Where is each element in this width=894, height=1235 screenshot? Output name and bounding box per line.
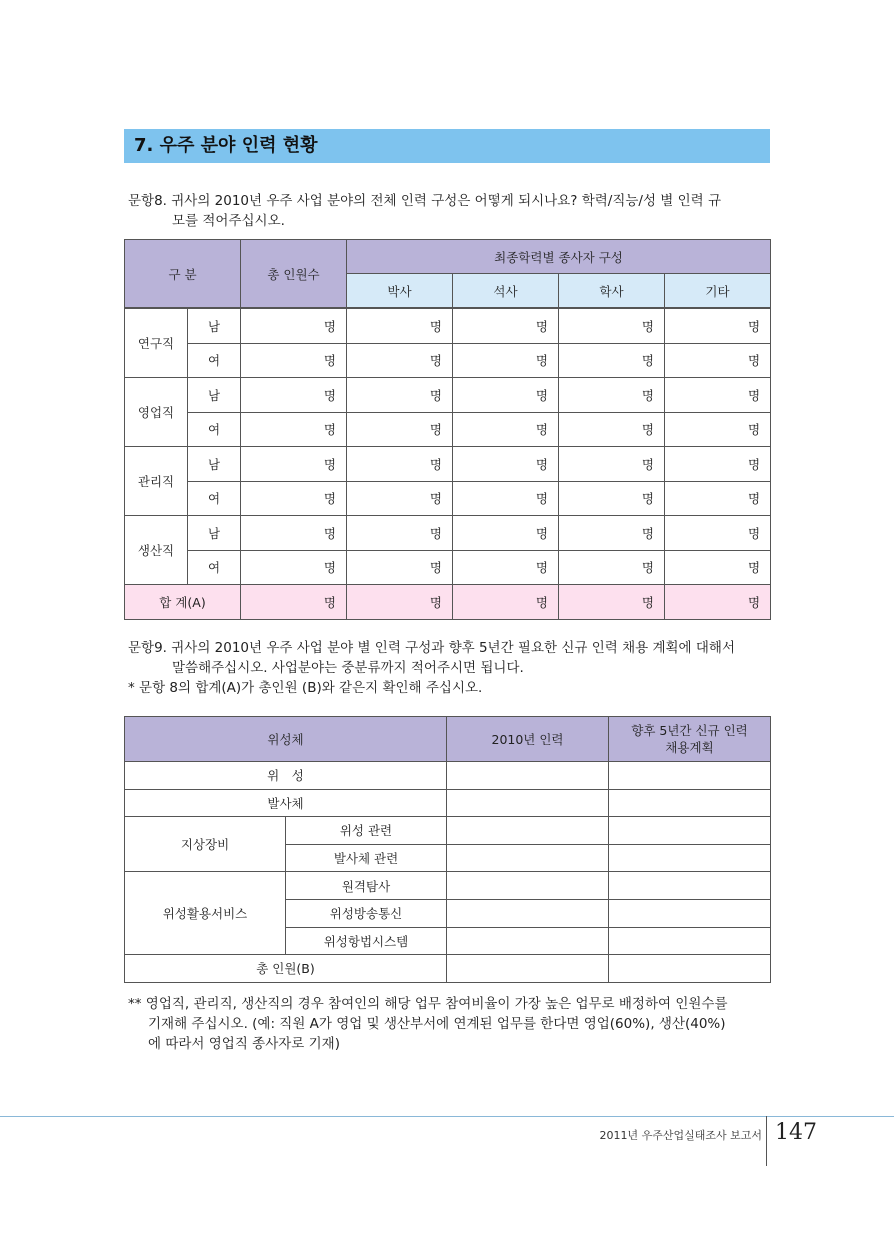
job-research: 연구직: [125, 309, 188, 378]
field-satellite-service: 위성활용서비스: [125, 872, 286, 955]
cell-other[interactable]: 명: [665, 481, 771, 516]
job-management: 관리직: [125, 447, 188, 516]
header-category: 구 분: [125, 240, 241, 308]
cell-other[interactable]: 명: [665, 343, 771, 378]
cell-2010[interactable]: [447, 789, 609, 817]
gender-male: 남: [188, 378, 241, 413]
sub-remote-sensing: 원격탐사: [286, 872, 447, 900]
cell-other[interactable]: 명: [665, 447, 771, 482]
cell-other[interactable]: 명: [665, 516, 771, 551]
cell-bachelors[interactable]: 명: [559, 412, 665, 447]
sum-other[interactable]: 명: [665, 585, 771, 620]
cell-phd[interactable]: 명: [347, 412, 453, 447]
cell-masters[interactable]: 명: [453, 481, 559, 516]
cell-total[interactable]: 명: [241, 343, 347, 378]
cell-bachelors[interactable]: 명: [559, 447, 665, 482]
footnote-line3: 에 따라서 영업직 종사자로 기재): [148, 1036, 340, 1052]
cell-2010[interactable]: [447, 762, 609, 790]
question-9: [128, 638, 798, 698]
cell-phd[interactable]: 명: [347, 481, 453, 516]
cell-total[interactable]: 명: [241, 481, 347, 516]
cell-total[interactable]: 명: [241, 516, 347, 551]
footer-separator: [766, 1116, 767, 1166]
question-8-line1: 문항8. 귀사의 2010년 우주 사업 분야의 전체 인력 구성은 어떻게 되시나요? 학력/직능/성 별 인력 규: [128, 193, 722, 209]
header-total: 총 인원수: [241, 240, 347, 308]
header-2010-staff: 2010년 인력: [447, 717, 609, 762]
cell-2010[interactable]: [447, 844, 609, 872]
gender-male: 남: [188, 516, 241, 551]
cell-masters[interactable]: 명: [453, 343, 559, 378]
cell-bachelors[interactable]: 명: [559, 516, 665, 551]
staff-composition-table: [124, 239, 771, 620]
cell-masters[interactable]: 명: [453, 309, 559, 344]
cell-phd[interactable]: 명: [347, 447, 453, 482]
cell-plan[interactable]: [609, 872, 771, 900]
job-sales: 영업직: [125, 378, 188, 447]
sum-label: 합 계(A): [125, 585, 241, 620]
field-total: 총 인원(B): [125, 955, 447, 983]
question-8-line2: 모를 적어주십시오.: [172, 213, 285, 229]
gender-female: 여: [188, 550, 241, 585]
job-production: 생산직: [125, 516, 188, 585]
cell-phd[interactable]: 명: [347, 516, 453, 551]
business-field-table: [124, 716, 771, 983]
cell-other[interactable]: 명: [665, 412, 771, 447]
footnote: [128, 994, 798, 1054]
field-ground-equipment: 지상장비: [125, 817, 286, 872]
cell-2010[interactable]: [447, 899, 609, 927]
sub-broadcast-comm: 위성방송통신: [286, 899, 447, 927]
cell-plan[interactable]: [609, 955, 771, 983]
question-9-line3: * 문항 8의 합계(A)가 총인원 (B)와 같은지 확인해 주십시오.: [128, 680, 483, 696]
cell-phd[interactable]: 명: [347, 343, 453, 378]
header-bachelors: 학사: [559, 274, 665, 308]
cell-total[interactable]: 명: [241, 412, 347, 447]
cell-2010[interactable]: [447, 955, 609, 983]
question-9-line2: 말씀해주십시오. 사업분야는 중분류까지 적어주시면 됩니다.: [172, 660, 524, 676]
cell-plan[interactable]: [609, 844, 771, 872]
field-satellite: 위 성: [125, 762, 447, 790]
header-education-group: 최종학력별 종사자 구성: [347, 240, 771, 274]
gender-female: 여: [188, 412, 241, 447]
footer-report-title: 2011년 우주산업실태조사 보고서: [599, 1129, 762, 1142]
cell-2010[interactable]: [447, 817, 609, 845]
cell-masters[interactable]: 명: [453, 447, 559, 482]
header-phd: 박사: [347, 274, 453, 308]
header-masters: 석사: [453, 274, 559, 308]
gender-male: 남: [188, 309, 241, 344]
gender-male: 남: [188, 447, 241, 482]
header-5yr-plan-line1: 향후 5년간 신규 인력: [631, 723, 748, 738]
cell-plan[interactable]: [609, 789, 771, 817]
cell-plan[interactable]: [609, 927, 771, 955]
cell-phd[interactable]: 명: [347, 550, 453, 585]
gender-female: 여: [188, 481, 241, 516]
cell-bachelors[interactable]: 명: [559, 481, 665, 516]
header-other: 기타: [665, 274, 771, 308]
cell-masters[interactable]: 명: [453, 378, 559, 413]
cell-masters[interactable]: 명: [453, 412, 559, 447]
cell-other[interactable]: 명: [665, 309, 771, 344]
cell-other[interactable]: 명: [665, 378, 771, 413]
cell-bachelors[interactable]: 명: [559, 550, 665, 585]
page-number: 147: [775, 1120, 817, 1145]
cell-total[interactable]: 명: [241, 378, 347, 413]
cell-total[interactable]: 명: [241, 550, 347, 585]
sub-launcher-related: 발사체 관련: [286, 844, 447, 872]
cell-bachelors[interactable]: 명: [559, 378, 665, 413]
footnote-line2: 기재해 주십시오. (예: 직원 A가 영업 및 생산부서에 연계된 업무를 한다면 영업(60%), 생산(40%): [148, 1016, 726, 1032]
field-launcher: 발사체: [125, 789, 447, 817]
footnote-line1: ** 영업직, 관리직, 생산직의 경우 참여인의 해당 업무 참여비율이 가장 높은 업무로 배정하여 인원수를: [128, 996, 728, 1012]
cell-total[interactable]: 명: [241, 309, 347, 344]
footer-rule: [0, 1116, 894, 1117]
cell-plan[interactable]: [609, 817, 771, 845]
cell-2010[interactable]: [447, 927, 609, 955]
cell-phd[interactable]: 명: [347, 378, 453, 413]
header-5yr-plan: [609, 717, 771, 762]
question-8: [128, 191, 788, 231]
sum-total[interactable]: 명: [241, 585, 347, 620]
cell-bachelors[interactable]: 명: [559, 343, 665, 378]
sum-phd[interactable]: 명: [347, 585, 453, 620]
cell-plan[interactable]: [609, 762, 771, 790]
question-9-line1: 문항9. 귀사의 2010년 우주 사업 분야 별 인력 구성과 향후 5년간 필요한 신규 인력 채용 계획에 대해서: [128, 640, 736, 656]
header-field: 위성체: [125, 717, 447, 762]
cell-phd[interactable]: 명: [347, 309, 453, 344]
header-5yr-plan-line2: 채용계획: [665, 740, 714, 755]
cell-total[interactable]: 명: [241, 447, 347, 482]
cell-2010[interactable]: [447, 872, 609, 900]
sum-bachelors[interactable]: 명: [559, 585, 665, 620]
cell-bachelors[interactable]: 명: [559, 309, 665, 344]
sub-navigation: 위성항법시스템: [286, 927, 447, 955]
cell-plan[interactable]: [609, 899, 771, 927]
gender-female: 여: [188, 343, 241, 378]
cell-other[interactable]: 명: [665, 550, 771, 585]
sub-satellite-related: 위성 관련: [286, 817, 447, 845]
cell-masters[interactable]: 명: [453, 550, 559, 585]
cell-masters[interactable]: 명: [453, 516, 559, 551]
section-title: 7. 우주 분야 인력 현황: [124, 129, 770, 163]
sum-masters[interactable]: 명: [453, 585, 559, 620]
